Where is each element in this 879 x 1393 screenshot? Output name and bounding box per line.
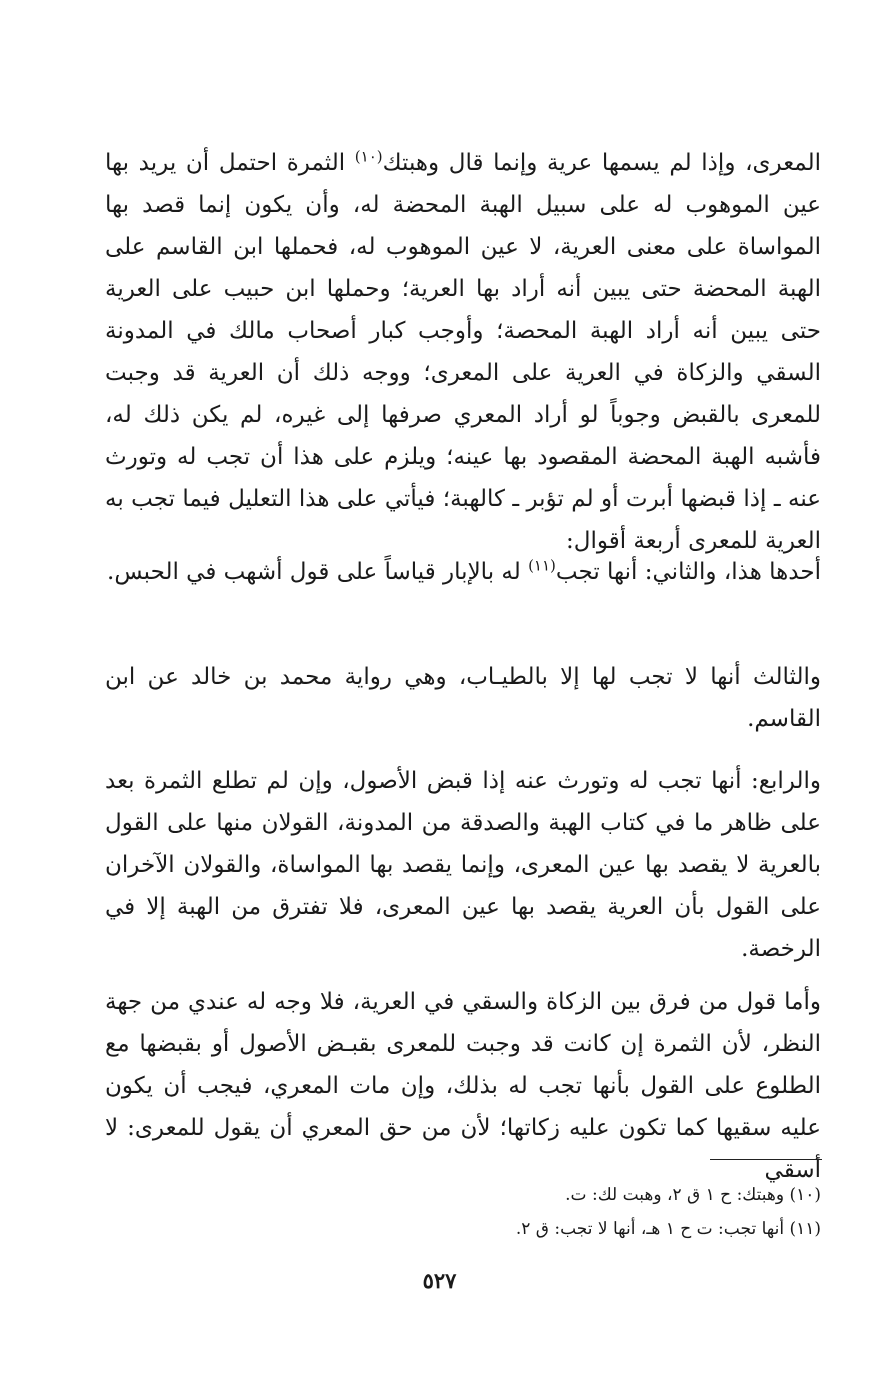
main-text (105, 142, 821, 562)
paragraph-1-part-1: المعرى، وإذا لم يسمها عرية وإنما قال وهبتك (382, 150, 821, 176)
paragraph-1-part-2: الثمرة احتمل أن يريد بها عين الموهوب له على سبيل الهبة المحضة له، وأن يكون إنما قصد بها المواساة على معنى العرية، لا عين الموهوب له، فحملها ابن القاسم على الهبة المحضة حتى يبين أنه أراد بها العرية؛ وحملها ابن حبيب على العرية حتى يبين أنه أراد الهبة المحصة؛ وأوجب كبار أصحاب مالك في المدونة السقي والزكاة في العرية على المعرى؛ ووجه ذلك أن العرية قد وجبت للمعرى بالقبض وجوباً لو أراد المعري صرفها إلى غيره، لم يكن ذلك له، فأشبه الهبة المحضة المقصود بها عينه؛ ويلزم على هذا أن تجب له وتورث عنه ـ إذا قبضها أبرت أو لم تؤبر ـ كالهبة؛ فيأتي على هذا التعليل فيما تجب به العرية للمعرى أربعة أقوال: (105, 150, 821, 554)
paragraph-2-block (105, 551, 821, 593)
paragraph-4-block (105, 760, 821, 970)
footnotes (105, 1178, 821, 1246)
page-number: ٥٢٧ (422, 1268, 457, 1293)
footnote-11: (١١) أنها تجب: ت ح ١ هـ، أنها لا تجب: ق ٢. (515, 1219, 821, 1239)
paragraph-1 (105, 142, 821, 562)
footnote-ref-11: (١١) (528, 556, 556, 575)
footnote-10: (١٠) وهبتك: ح ١ ق ٢، وهبت لك: ت. (565, 1185, 821, 1205)
footnote-separator (710, 1159, 822, 1160)
paragraph-2 (105, 551, 821, 593)
paragraph-5: وأما قول من فرق بين الزكاة والسقي في العرية، فلا وجه له عندي من جهة النظر، لأن الثمرة إن كانت قد وجبت للمعرى بقبـض الأصول أو بقبضها مع الطلوع على القول بأنها تجب له بذلك، وإن مات المعري، فيجب أن يكون عليه سقيها كما تكون عليه زكاتها؛ لأن من حق المعري أن يقول للمعرى: لا أسقي (105, 989, 821, 1183)
paragraph-2-part-2: له بالإبار قياساً على قول أشهب في الحبس. (107, 559, 529, 585)
paragraph-2-part-1: أحدها هذا، والثاني: أنها تجب (555, 559, 821, 585)
paragraph-3-block (105, 656, 821, 740)
paragraph-3: والثالث أنها لا تجب لها إلا بالطيـاب، وهي رواية محمد بن خالد عن ابن القاسم. (105, 664, 821, 732)
paragraph-4: والرابع: أنها تجب له وتورث عنه إذا قبض الأصول، وإن لم تطلع الثمرة بعد على ظاهر ما في كتاب الهبة والصدقة من المدونة، القولان منها على القول بالعرية لا يقصد بها عين المعرى، وإنما يقصد بها المواساة، والقولان الآخران على القول بأن العرية يقصد بها عين المعرى، فلا تفترق من الهبة إلا في الرخصة. (105, 768, 821, 962)
footnote-ref-10: (١٠) (354, 147, 383, 166)
